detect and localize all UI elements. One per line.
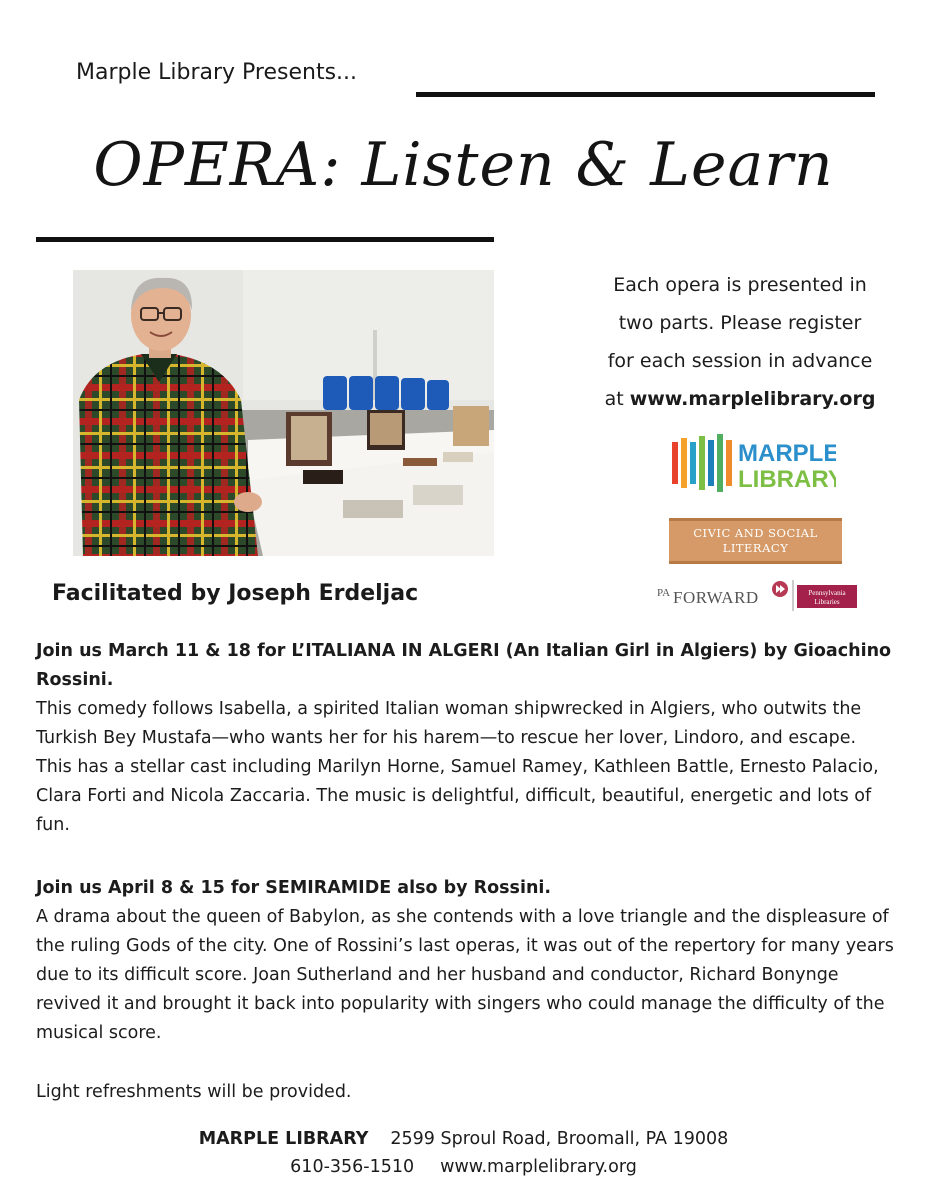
facilitator-photo-illustration bbox=[73, 270, 494, 556]
marple-library-logo bbox=[668, 432, 836, 494]
footer-address bbox=[0, 1125, 927, 1154]
session-1 bbox=[36, 637, 896, 840]
page-title: OPERA: Listen & Learn bbox=[93, 130, 834, 200]
intro-line-4 bbox=[580, 380, 900, 418]
registration-info bbox=[580, 266, 900, 418]
pa-libraries-line1: Pennsylvania bbox=[808, 589, 846, 597]
pa-libraries-line2: Libraries bbox=[814, 598, 840, 606]
civic-social-literacy-logo bbox=[669, 518, 842, 564]
footer-phone: 610-356-1510 bbox=[290, 1157, 415, 1177]
marple-logo-line2: LIBRARY bbox=[738, 466, 836, 493]
intro-line-2: two parts. Please register bbox=[618, 312, 862, 334]
intro-line-3: for each session in advance bbox=[607, 350, 873, 372]
session-1-heading: Join us March 11 & 18 for L’ITALIANA IN ALGERI (An Italian Girl in Algiers) by Gioachino Rossini. bbox=[36, 641, 892, 690]
title-divider bbox=[36, 237, 494, 242]
pa-forward-logo bbox=[655, 578, 860, 612]
refreshments-note: Light refreshments will be provided. bbox=[36, 1082, 352, 1102]
civic-logo-line2: LITERACY bbox=[722, 541, 789, 555]
marple-logo-bars bbox=[672, 434, 732, 492]
footer-website[interactable]: www.marplelibrary.org bbox=[440, 1157, 637, 1177]
marple-logo-line1: MARPLE bbox=[738, 440, 836, 467]
footer-contact bbox=[0, 1153, 927, 1182]
intro-line-1: Each opera is presented in bbox=[613, 274, 867, 296]
pa-logo-prefix: PA bbox=[657, 587, 671, 599]
session-2-heading: Join us April 8 & 15 for SEMIRAMIDE also by Rossini. bbox=[36, 878, 552, 898]
session-2 bbox=[36, 874, 896, 1048]
footer-street-address: 2599 Sproul Road, Broomall, PA 19008 bbox=[390, 1129, 729, 1149]
facilitator-credit: Facilitated by Joseph Erdeljac bbox=[52, 581, 419, 606]
civic-logo-line1: CIVIC AND SOCIAL bbox=[693, 526, 818, 540]
intro-at: at bbox=[604, 388, 630, 410]
presents-line: Marple Library Presents... bbox=[76, 60, 358, 85]
footer-library-name: MARPLE LIBRARY bbox=[198, 1129, 369, 1149]
top-divider bbox=[416, 92, 875, 97]
facilitator-photo bbox=[73, 270, 494, 556]
pa-logo-forward: FORWARD bbox=[673, 588, 759, 607]
session-1-description: This comedy follows Isabella, a spirited Italian woman shipwrecked in Algiers, who outwits the Turkish Bey Mustafa—who wants her for his harem—to rescue her lover, Lindoro, and escape. This has a stellar cast including Marilyn Horne, Samuel Ramey, Kathleen Battle, Ernesto Palacio, Clara Forti and Nicola Zaccaria. The music is delightful, difficult, beautiful, energetic and lots of fun. bbox=[36, 699, 879, 835]
session-2-description: A drama about the queen of Babylon, as she contends with a love triangle and the displeasure of the ruling Gods of the city. One of Rossini’s last operas, it was out of the repertory for many years due to its difficult score. Joan Sutherland and her husband and conductor, Richard Bonynge revived it and brought it back into popularity with singers who could manage the difficulty of the musical score. bbox=[36, 907, 894, 1043]
website-link[interactable]: www.marplelibrary.org bbox=[629, 388, 876, 410]
